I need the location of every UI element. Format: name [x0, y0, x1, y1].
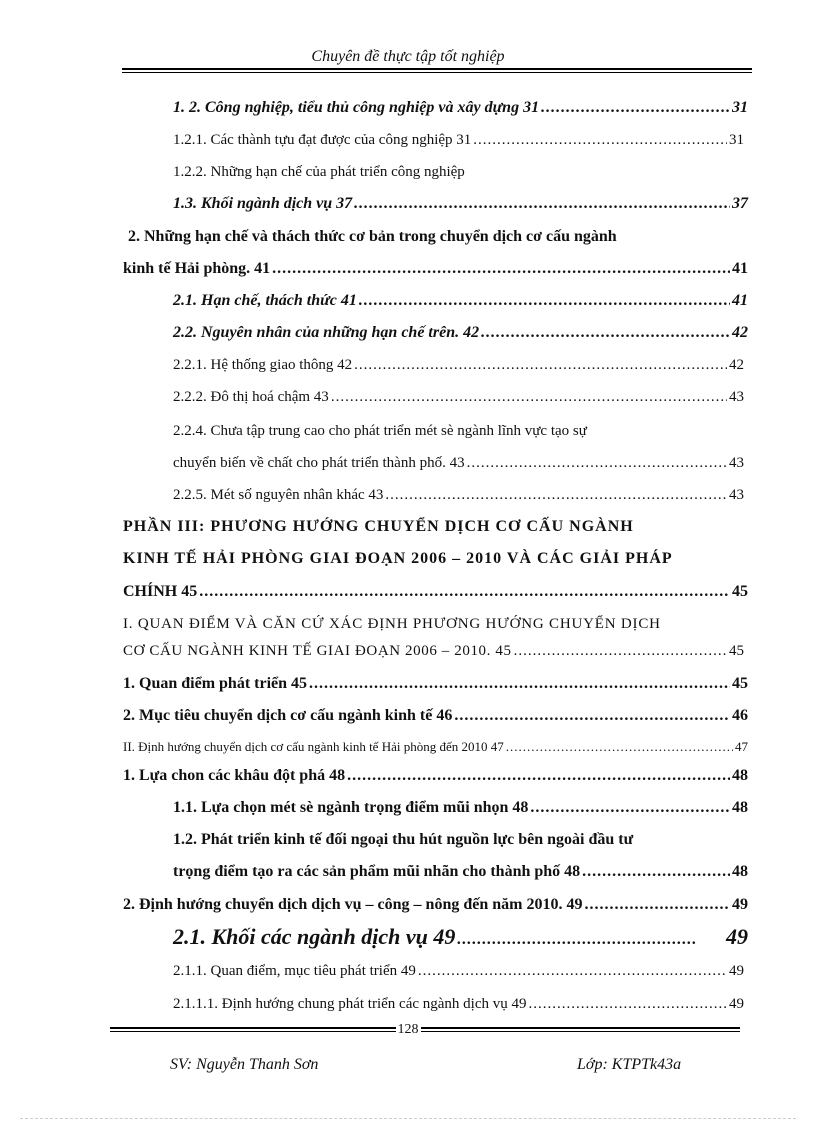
- toc-entry-page: 48: [732, 863, 748, 880]
- toc-entry: [173, 797, 748, 819]
- page-header-title: Chuyên đề thực tập tốt nghiệp: [311, 48, 505, 65]
- toc-entry-page: 43: [729, 389, 744, 405]
- toc-leader-dots: [529, 993, 728, 1015]
- toc-entry: [123, 516, 634, 538]
- toc-leader-dots: [354, 354, 727, 376]
- toc-entry-page: 45: [732, 675, 748, 692]
- toc-entry-title: 2. Mục tiêu chuyển dịch cơ cấu ngành kinh tế 46: [123, 707, 453, 724]
- toc-entry: [123, 705, 748, 727]
- toc-leader-dots: [331, 386, 727, 408]
- toc-entry-title: 2.2.4. Chưa tập trung cao cho phát triển mét sè ngành lĩnh vực tạo sự: [173, 423, 587, 439]
- toc-entry: [173, 829, 633, 851]
- toc-entry: [173, 193, 748, 215]
- toc-entry: [173, 960, 744, 982]
- toc-entry: [123, 736, 748, 758]
- toc-entry-title: trọng điểm tạo ra các sản phẩm mũi nhãn cho thành phố 48: [173, 863, 581, 880]
- toc-entry-page: 45: [732, 583, 748, 600]
- toc-entry-title: 1.2.2. Những hạn chế của phát triển công nghiệp: [173, 164, 465, 180]
- toc-leader-dots: [506, 736, 733, 758]
- toc-entry-page: 43: [729, 487, 744, 503]
- toc-leader-dots: [582, 861, 730, 883]
- toc-entry: [173, 484, 744, 506]
- toc-entry-title: 2. Định hướng chuyển dịch dịch vụ – công – nông đến năm 2010. 49: [123, 896, 583, 913]
- toc-entry-page: 31: [732, 99, 748, 116]
- toc-entry: [173, 993, 744, 1015]
- toc-entry-page: 46: [732, 707, 748, 724]
- toc-entry-title: KINH TẾ HẢI PHÒNG GIAI ĐOẠN 2006 – 2010 VÀ CÁC GIẢI PHÁP: [123, 550, 673, 567]
- toc-leader-dots: [199, 581, 730, 603]
- toc-entry-title: 2.2.1. Hệ thống giao thông 42: [173, 357, 353, 373]
- toc-entry-page: 41: [732, 292, 748, 309]
- toc-entry: [123, 548, 673, 570]
- toc-entry-page: 37: [732, 195, 748, 212]
- toc-entry-title: 2.1.1.1. Định hướng chung phát triển các ngành dịch vụ 49: [173, 996, 527, 1012]
- toc-entry-title: 1.1. Lựa chọn mét sè ngành trọng điểm mũi nhọn 48: [173, 799, 529, 816]
- toc-entry-page: 48: [732, 799, 748, 816]
- toc-entry-title: PHẦN III: PHƯƠNG HƯỚNG CHUYỂN DỊCH CƠ CẤU NGÀNH: [123, 518, 634, 535]
- footer-student-name: SV: Nguyễn Thanh Sơn: [170, 1056, 319, 1073]
- toc-leader-dots: [359, 290, 730, 312]
- toc-entry-title: 2.1. Khối các ngành dịch vụ 49: [173, 924, 456, 949]
- toc-entry: [123, 765, 748, 787]
- toc-entry-page: 43: [729, 455, 744, 471]
- toc-leader-dots: [514, 640, 727, 662]
- toc-leader-dots: [347, 765, 730, 787]
- toc-entry-page: 47: [735, 739, 748, 754]
- toc-entry-page: 49: [729, 963, 744, 979]
- toc-entry-title: 1.2.1. Các thành tựu đạt được của công nghiệp 31: [173, 132, 472, 148]
- toc-entry: [123, 613, 661, 635]
- toc-entry-title: chuyển biến về chất cho phát triển thành phố. 43: [173, 455, 465, 471]
- toc-leader-dots: [467, 452, 727, 474]
- toc-entry-title: 2.2.5. Mét số nguyên nhân khác 43: [173, 487, 384, 503]
- toc-leader-dots: [418, 960, 727, 982]
- toc-entry-page: 49: [732, 896, 748, 913]
- toc-entry-title: 2.1. Hạn chế, thách thức 41: [173, 292, 357, 309]
- toc-entry-title: 1. Lựa chon các khâu đột phá 48: [123, 767, 346, 784]
- toc-leader-dots: [354, 193, 730, 215]
- page-edge-divider: [20, 1118, 796, 1119]
- toc-entry-title: 1. 2. Công nghiệp, tiểu thủ công nghiệp và xây dựng 31: [173, 99, 540, 116]
- toc-entry: [128, 226, 617, 248]
- toc-entry: [173, 452, 744, 474]
- toc-entry-title: I. QUAN ĐIỂM VÀ CĂN CỨ XÁC ĐỊNH PHƯƠNG HƯỚNG CHUYỂN DỊCH: [123, 616, 661, 632]
- toc-leader-dots: [481, 322, 730, 344]
- toc-entry: [123, 894, 748, 916]
- toc-entry-title: 1.3. Khối ngành dịch vụ 37: [173, 195, 353, 212]
- toc-leader-dots: [457, 929, 696, 951]
- toc-entry-page: 49: [726, 924, 748, 949]
- toc-entry: [173, 386, 744, 408]
- toc-entry-title: CƠ CẤU NGÀNH KINH TẾ GIAI ĐOẠN 2006 – 2010. 45: [123, 643, 512, 659]
- page-number: [0, 1022, 816, 1038]
- toc-entry: [173, 354, 744, 376]
- toc-entry: [123, 673, 748, 695]
- toc-leader-dots: [385, 484, 727, 506]
- toc-entry: [173, 129, 744, 151]
- toc-leader-dots: [541, 97, 730, 119]
- toc-entry-title: 1.2. Phát triển kinh tế đối ngoại thu hút nguồn lực bên ngoài đầu tư: [173, 831, 634, 848]
- toc-entry-page: 42: [729, 357, 744, 373]
- toc-leader-dots: [530, 797, 730, 819]
- toc-entry-page: 31: [729, 132, 744, 148]
- toc-entry: [173, 161, 465, 183]
- toc-entry-title: CHÍNH 45: [123, 583, 198, 600]
- toc-entry-page: 48: [732, 767, 748, 784]
- toc-entry-title: 2.2. Nguyên nhân của những hạn chế trên. 42: [173, 324, 480, 341]
- toc-entry: [173, 861, 748, 883]
- toc-leader-dots: [584, 894, 730, 916]
- footer-class: Lớp: KTPTk43a: [577, 1056, 682, 1073]
- toc-leader-dots: [473, 129, 727, 151]
- toc-entry-title: 2.2.2. Đô thị hoá chậm 43: [173, 389, 329, 405]
- toc-entry: [123, 258, 748, 280]
- toc-entry: [173, 420, 587, 442]
- header-rule: [122, 68, 752, 73]
- toc-entry: [173, 290, 748, 312]
- toc-entry-title: 2. Những hạn chế và thách thức cơ bản trong chuyển dịch cơ cấu ngành: [128, 228, 617, 245]
- toc-entry-page: 45: [729, 643, 744, 659]
- toc-entry-page: 42: [732, 324, 748, 341]
- toc-entry: [123, 640, 744, 662]
- toc-entry-title: 2.1.1. Quan điểm, mục tiêu phát triển 49: [173, 963, 416, 979]
- toc-entry-page: 41: [732, 260, 748, 277]
- toc-leader-dots: [309, 673, 730, 695]
- toc-entry: [173, 322, 748, 344]
- toc-leader-dots: [454, 705, 730, 727]
- toc-entry: [173, 97, 748, 119]
- toc-entry: [123, 581, 748, 603]
- toc-entry-title: 1. Quan điểm phát triển 45: [123, 675, 308, 692]
- toc-entry-page: 49: [729, 996, 744, 1012]
- toc-entry-title: kinh tế Hải phòng. 41: [123, 260, 271, 277]
- toc-leader-dots: [272, 258, 730, 280]
- page-number-text: 128: [397, 1022, 419, 1037]
- toc-entry: [173, 926, 748, 951]
- toc-entry-title: II. Định hướng chuyển dịch cơ cấu ngành kinh tế Hải phòng đến 2010 47: [123, 739, 504, 754]
